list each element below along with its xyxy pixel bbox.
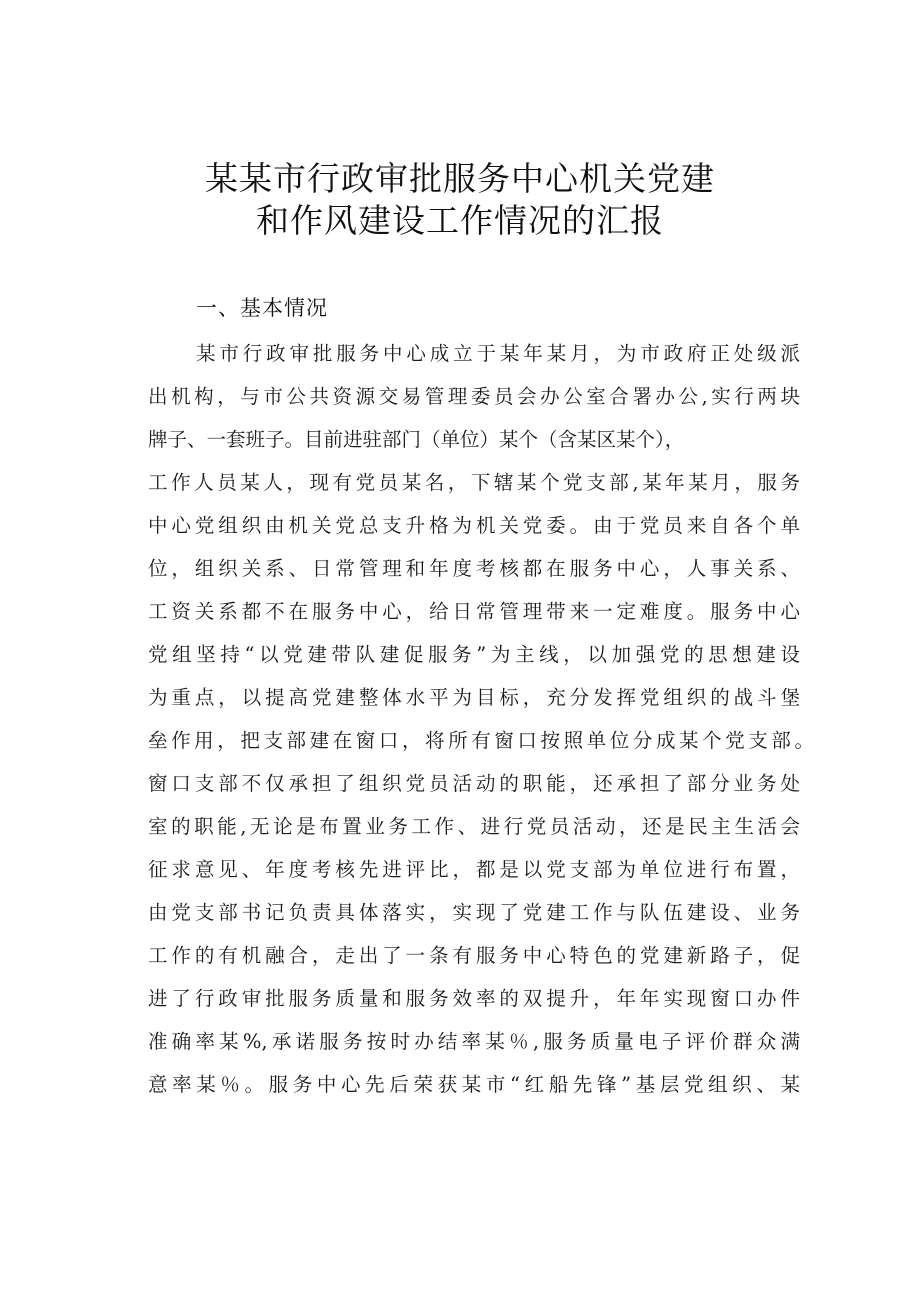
body-line: 牌子、一套班子。目前进驻部门（单位）某个（含某区某个）， — [148, 428, 685, 451]
body-line: 工作人员某人，现有党员某名，下辖某个党支部,某年某月，服务 — [148, 471, 800, 494]
body-line: 室的职能,无论是布置业务工作、进行党员活动，还是民主生活会 — [148, 815, 800, 838]
body-line: 由党支部书记负责具体落实，实现了党建工作与队伍建设、业务 — [148, 901, 800, 924]
body-line: 中心党组织由机关党总支升格为机关党委。由于党员来自各个单 — [148, 514, 800, 537]
body-line: 窗口支部不仅承担了组织党员活动的职能，还承担了部分业务处 — [148, 772, 800, 795]
body-line: 征求意见、年度考核先进评比，都是以党支部为单位进行布置， — [148, 858, 800, 881]
body-line: 某市行政审批服务中心成立于某年某月，为市政府正处级派 — [196, 342, 800, 365]
body-line: 进了行政审批服务质量和服务效率的双提升，年年实现窗口办件 — [148, 987, 800, 1010]
body-line: 出机构，与市公共资源交易管理委员会办公室合署办公,实行两块 — [148, 385, 800, 408]
document-title-line-1: 某某市行政审批服务中心机关党建 — [205, 159, 715, 198]
body-line: 工资关系都不在服务中心，给日常管理带来一定难度。服务中心 — [148, 600, 800, 623]
document-title-line-2: 和作风建设工作情况的汇报 — [256, 201, 664, 240]
body-line: 意率某％。服务中心先后荣获某市“红船先锋”基层党组织、某 — [148, 1073, 800, 1096]
body-line: 垒作用，把支部建在窗口，将所有窗口按照单位分成某个党支部。 — [148, 729, 814, 752]
body-line: 位，组织关系、日常管理和年度考核都在服务中心，人事关系、 — [148, 557, 800, 580]
body-line: 党组坚持“以党建带队建促服务”为主线，以加强党的思想建设 — [148, 643, 800, 666]
body-line: 工作的有机融合，走出了一条有服务中心特色的党建新路子，促 — [148, 944, 800, 967]
body-line: 为重点，以提高党建整体水平为目标，充分发挥党组织的战斗堡 — [148, 686, 800, 709]
body-line: 准确率某%,承诺服务按时办结率某％,服务质量电子评价群众满 — [148, 1030, 800, 1053]
section-heading: 一、基本情况 — [196, 296, 328, 320]
